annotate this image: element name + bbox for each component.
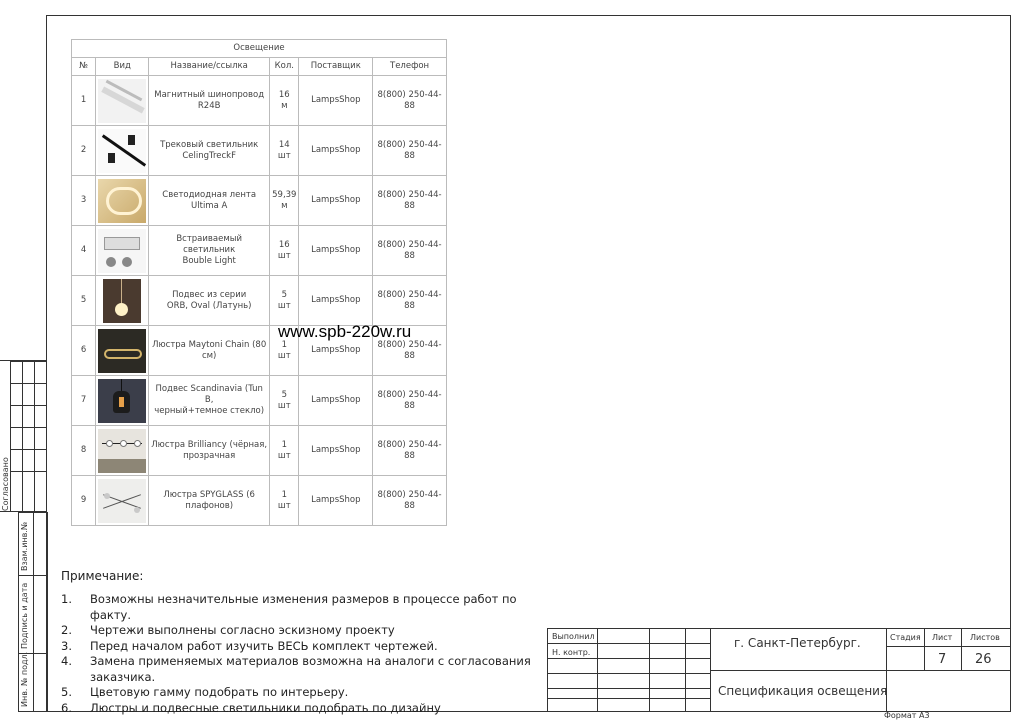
supplier: LampsShop xyxy=(299,76,373,126)
list-item: 4. Замена применяемых материалов возможна на аналоги с согласования заказчика. xyxy=(61,654,531,684)
sheets-label: Листов xyxy=(970,633,1000,642)
quantity: 1 шт xyxy=(270,326,299,376)
phone: 8(800) 250-44-88 xyxy=(373,226,447,276)
table-caption: Освещение xyxy=(72,40,447,58)
product-name: Люстра Maytoni Chain (80 см) xyxy=(149,326,270,376)
table-row xyxy=(72,276,447,326)
quantity: 1 шт xyxy=(270,426,299,476)
stage-label: Стадия xyxy=(890,633,921,642)
phone: 8(800) 250-44-88 xyxy=(373,476,447,526)
col-header-supplier: Поставщик xyxy=(299,58,373,76)
product-name: Светодиодная лента Ultima A xyxy=(149,176,270,226)
supplier: LampsShop xyxy=(299,126,373,176)
row-number: 9 xyxy=(72,476,96,526)
supplier: LampsShop xyxy=(299,426,373,476)
city-label: г. Санкт-Петербург. xyxy=(734,636,861,650)
list-item: 1. Возможны незначительные изменения размеров в процессе работ по факту. xyxy=(61,592,517,622)
product-name: Магнитный шинопровод R24B xyxy=(149,76,270,126)
format-label: Формат А3 xyxy=(884,711,930,720)
product-name: Подвес из серии ORB, Oval (Латунь) xyxy=(149,276,270,326)
supplier: LampsShop xyxy=(299,276,373,326)
row-number: 7 xyxy=(72,376,96,426)
table-row xyxy=(72,426,447,476)
sheet-label: Лист xyxy=(932,633,953,642)
phone: 8(800) 250-44-88 xyxy=(373,126,447,176)
quantity: 59,39 м xyxy=(270,176,299,226)
row-number: 3 xyxy=(72,176,96,226)
row-number: 2 xyxy=(72,126,96,176)
quantity: 1 шт xyxy=(270,476,299,526)
sheet-value: 7 xyxy=(938,652,947,667)
list-item: 2. Чертежи выполнены согласно эскизному проекту xyxy=(61,623,395,637)
supplier: LampsShop xyxy=(299,376,373,426)
col-header-phone: Телефон xyxy=(373,58,447,76)
supplier: LampsShop xyxy=(299,176,373,226)
approval-strip xyxy=(0,360,47,512)
lighting-spec-table xyxy=(71,39,447,526)
table-row xyxy=(72,176,447,226)
notes-title: Примечание: xyxy=(61,569,144,583)
magnetic-track-photo xyxy=(96,76,149,126)
quantity: 14 шт xyxy=(270,126,299,176)
row-number: 1 xyxy=(72,76,96,126)
supplier: LampsShop xyxy=(299,476,373,526)
row-number: 5 xyxy=(72,276,96,326)
product-name: Подвес Scandinavia (Tun B, черный+темное стекло) xyxy=(149,376,270,426)
chandelier-chain-photo xyxy=(96,326,149,376)
product-name: Встраиваемый светильник Bouble Light xyxy=(149,226,270,276)
list-item: 5. Цветовую гамму подобрать по интерьеру. xyxy=(61,685,349,699)
recessed-light-photo xyxy=(96,226,149,276)
row-number: 6 xyxy=(72,326,96,376)
quantity: 5 шт xyxy=(270,276,299,326)
table-row xyxy=(72,226,447,276)
table-row xyxy=(72,76,447,126)
product-name: Люстра SPYGLASS (6 плафонов) xyxy=(149,476,270,526)
phone: 8(800) 250-44-88 xyxy=(373,376,447,426)
quantity: 16 м xyxy=(270,76,299,126)
inv-orig-label: Инв. № подл. xyxy=(20,651,29,707)
col-header-name: Название/ссылка xyxy=(149,58,270,76)
title-block xyxy=(547,628,1011,712)
quantity: 16 шт xyxy=(270,226,299,276)
row-number: 4 xyxy=(72,226,96,276)
supplier: LampsShop xyxy=(299,326,373,376)
col-header-num: № xyxy=(72,58,96,76)
phone: 8(800) 250-44-88 xyxy=(373,426,447,476)
inv-replace-label: Взам.инв.№ xyxy=(20,521,29,571)
table-row xyxy=(72,126,447,176)
approved-label: Согласовано xyxy=(1,457,10,511)
track-light-photo xyxy=(96,126,149,176)
phone: 8(800) 250-44-88 xyxy=(373,176,447,226)
chandelier-spyglass-photo xyxy=(96,476,149,526)
supplier: LampsShop xyxy=(299,226,373,276)
performed-label: Выполнил xyxy=(552,632,595,641)
watermark-url: www.spb-220w.ru xyxy=(278,322,412,341)
col-header-qty: Кол. xyxy=(270,58,299,76)
document-title: Спецификация освещения xyxy=(718,684,888,698)
row-number: 8 xyxy=(72,426,96,476)
inventory-strip xyxy=(18,512,48,712)
list-item: 6. Люстры и подвесные светильники подобрать по дизайну xyxy=(61,700,441,715)
phone: 8(800) 250-44-88 xyxy=(373,76,447,126)
sign-date-label: Подпись и дата xyxy=(20,582,29,649)
phone: 8(800) 250-44-88 xyxy=(373,326,447,376)
phone: 8(800) 250-44-88 xyxy=(373,276,447,326)
led-strip-photo xyxy=(96,176,149,226)
pendant-orb-photo xyxy=(96,276,149,326)
list-item: 3. Перед началом работ изучить ВЕСЬ комплект чертежей. xyxy=(61,638,438,653)
chandelier-brilliancy-photo xyxy=(96,426,149,476)
pendant-scandinavia-photo xyxy=(96,376,149,426)
notes-list xyxy=(61,592,545,716)
col-header-view: Вид xyxy=(96,58,149,76)
quantity: 5 шт xyxy=(270,376,299,426)
product-name: Люстра Brilliancy (чёрная, прозрачная xyxy=(149,426,270,476)
product-name: Трековый светильник CelingTreckF xyxy=(149,126,270,176)
n-control-label: Н. контр. xyxy=(552,648,591,657)
table-row xyxy=(72,476,447,526)
sheets-value: 26 xyxy=(975,652,992,667)
table-row xyxy=(72,376,447,426)
